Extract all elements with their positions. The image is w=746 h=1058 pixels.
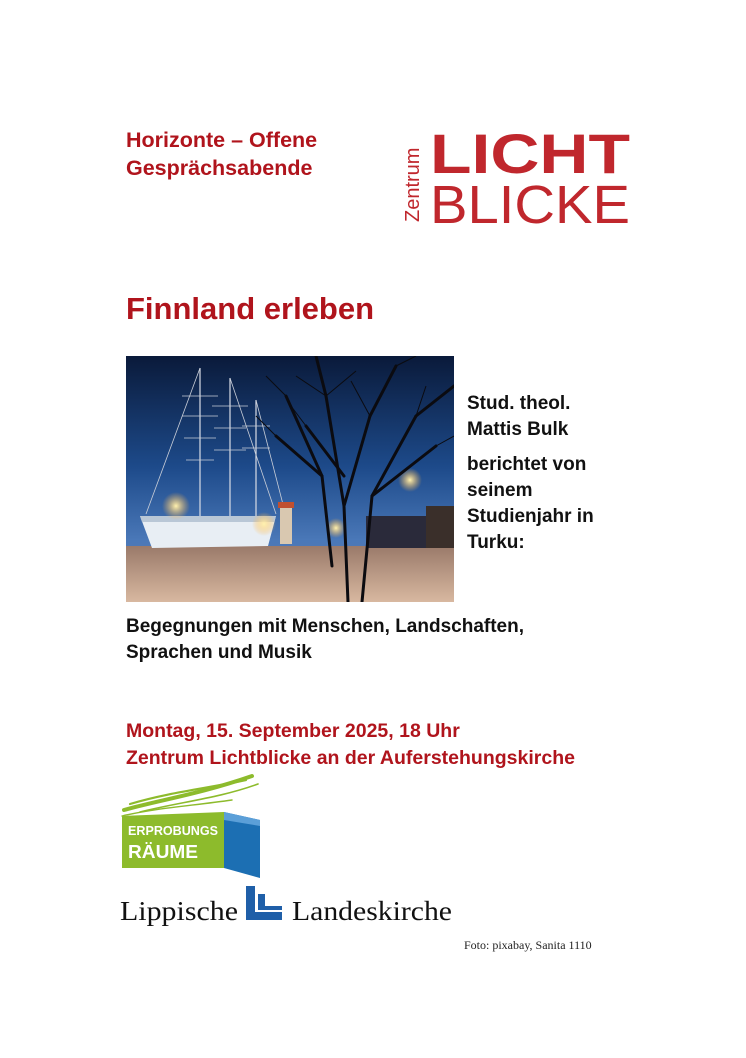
speaker-desc-line2: seinem [467, 480, 533, 501]
event-title: Finnland erleben [126, 291, 375, 326]
landeskirche-mark-icon [246, 886, 282, 920]
series-title-line2: Gesprächsabende [126, 156, 313, 180]
speaker-degree: Stud. theol. [467, 393, 571, 414]
logo-zentrum-text: Zentrum [402, 147, 424, 222]
lippische-landeskirche-logo [120, 880, 460, 930]
speaker-info [467, 391, 637, 565]
speaker-name: Mattis Bulk [467, 419, 569, 440]
raeume-text: RÄUME [128, 842, 198, 862]
speaker-description [467, 452, 637, 556]
logo-blicke-text: BLICKE [430, 175, 630, 228]
logo-licht-text: LICHT [430, 122, 630, 185]
speaker-name-block [467, 391, 637, 443]
event-date: Montag, 15. September 2025, 18 Uhr [126, 720, 460, 742]
ship-night-photo [126, 356, 454, 602]
landeskirche-text: Landeskirche [292, 896, 453, 926]
event-place: Zentrum Lichtblicke an der Auferstehungskirche [126, 747, 575, 769]
topics-line2: Sprachen und Musik [126, 642, 312, 663]
speaker-desc-line4: Turku: [467, 532, 525, 553]
series-title [126, 126, 317, 182]
topics-line1: Begegnungen mit Menschen, Landschaften, [126, 616, 524, 637]
speaker-desc-line3: Studienjahr in [467, 506, 594, 527]
erprobungsraeume-logo [120, 772, 265, 880]
series-title-line1: Horizonte – Offene [126, 128, 318, 152]
erprobungs-text: ERPROBUNGS [128, 824, 218, 838]
speaker-desc-line1: berichtet von [467, 454, 587, 475]
lippische-text: Lippische [120, 896, 239, 926]
lichtblicke-logo [400, 122, 632, 228]
topics [126, 614, 646, 666]
photo-credit: Foto: pixabay, Sanita 1110 [464, 938, 592, 952]
